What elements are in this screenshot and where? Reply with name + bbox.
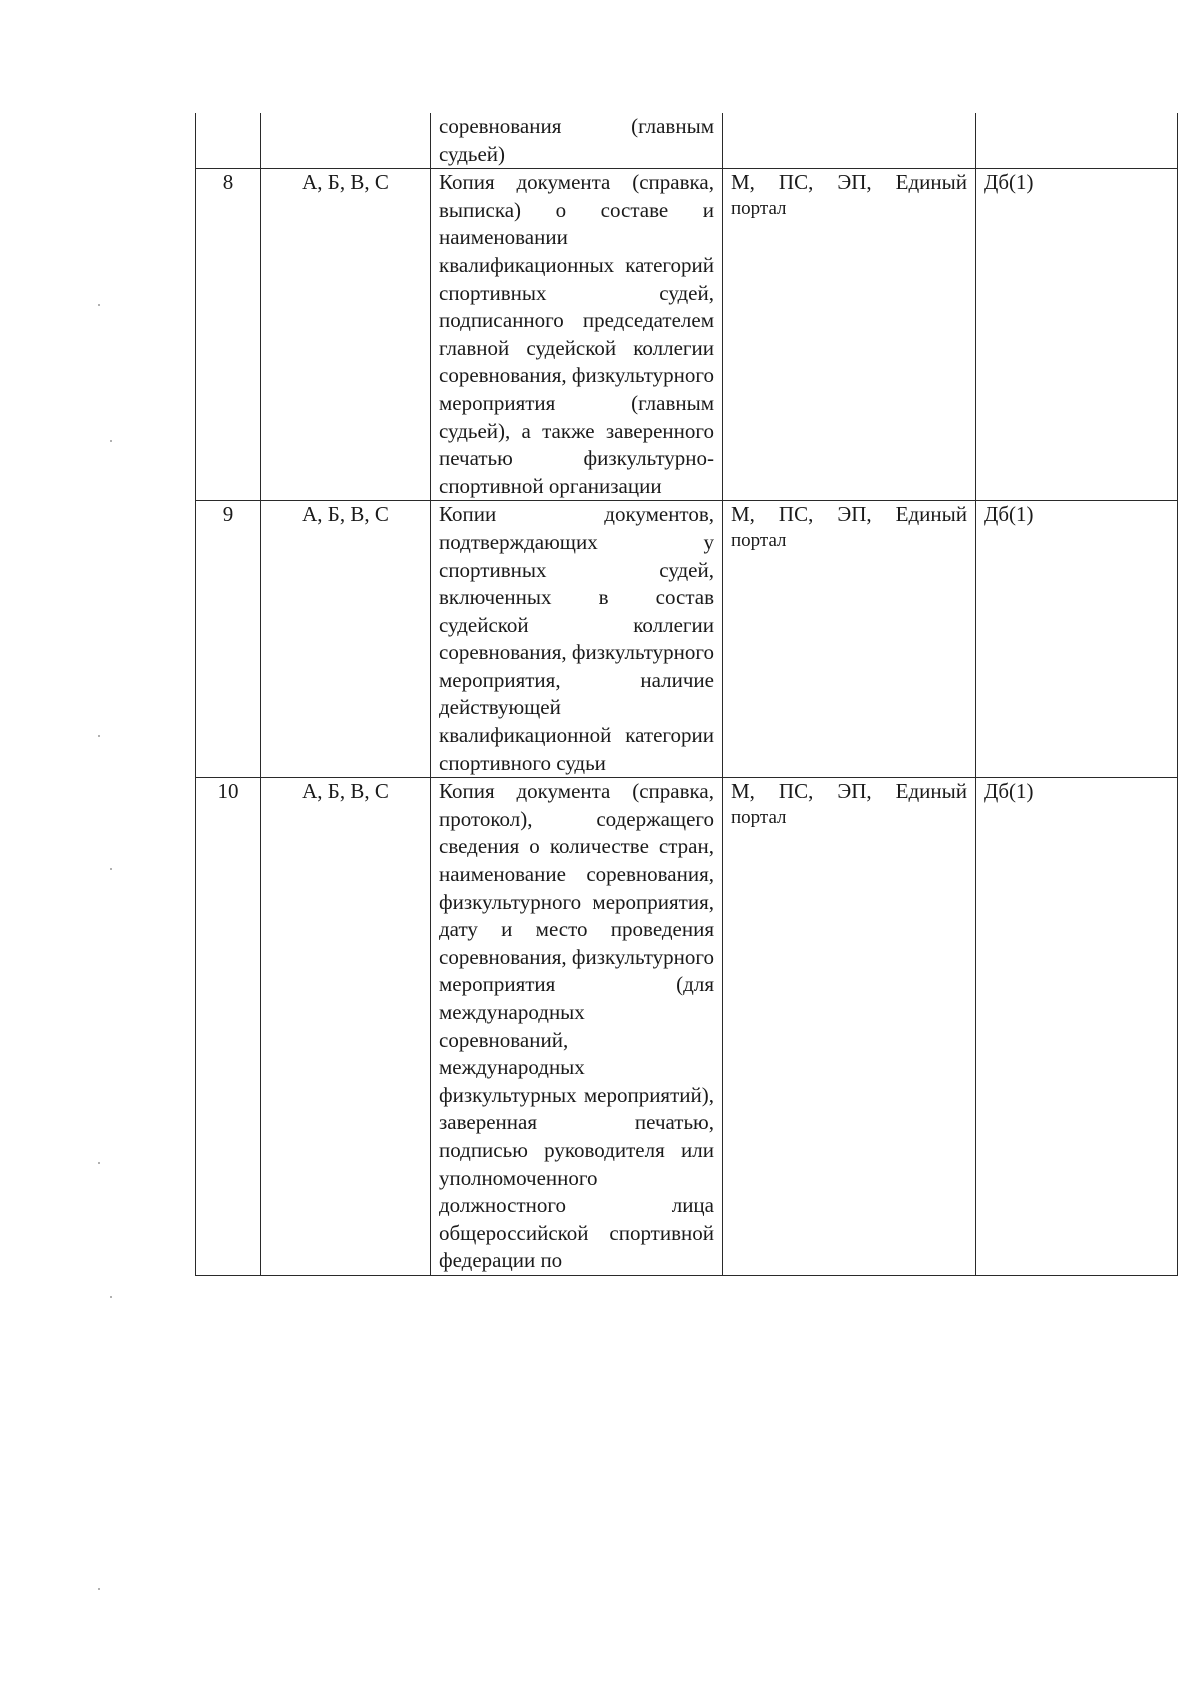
cell-number: 8 [196,169,261,501]
scan-mark [110,440,112,442]
table-row-continuation [196,113,1178,169]
cell-description: Копия документа (справка, выписка) о составе и наименовании квалификационных категорий спортивных судей, подписанного председателем главной судейской коллегии соревнования, физкультурного мероприятия (главным судьей), а также заверенного печатью физкультурно-спортивной организации [431,169,723,501]
submission-form-line2: портал [731,529,787,551]
submission-form-line2: портал [731,806,787,828]
cell-number [196,113,261,169]
scan-mark [110,868,112,870]
cell-submission-form [723,778,976,1276]
scan-mark [98,1162,100,1164]
cell-category [261,113,431,169]
cell-submission-form [723,501,976,778]
table-row [196,169,1178,501]
table-row [196,778,1178,1276]
cell-description: Копия документа (справка, протокол), содержащего сведения о количестве стран, наименование соревнования, физкультурного мероприятия, дату и место проведения соревнования, физкультурного мероприятия (для международных соревнований, международных физкультурных мероприятий), заверенная печатью, подписью руководителя или уполномоченного должностного лица общероссийской спортивной федерации по [431,778,723,1276]
cell-submission-form [723,169,976,501]
table-row [196,501,1178,778]
cell-category: А, Б, В, С [261,169,431,501]
cell-code [976,113,1178,169]
submission-form-line2: портал [731,197,787,219]
cell-code: Дб(1) [976,778,1178,1276]
cell-category: А, Б, В, С [261,778,431,1276]
scan-mark [98,735,100,737]
submission-form-line1: М, ПС, ЭП, Единый [731,170,967,195]
cell-description: Копии документов, подтверждающих у спортивных судей, включенных в состав судейской коллегии соревнования, физкультурного мероприятия, наличие действующей квалификационной категории спортивного судьи [431,501,723,778]
scan-mark [98,1588,100,1590]
scan-mark [110,1296,112,1298]
submission-form-line1: М, ПС, ЭП, Единый [731,502,967,527]
cell-number: 9 [196,501,261,778]
cell-category: А, Б, В, С [261,501,431,778]
cell-description: соревнования (главным судьей) [431,113,723,169]
cell-number: 10 [196,778,261,1276]
submission-form-line1: М, ПС, ЭП, Единый [731,779,967,804]
cell-submission-form [723,113,976,169]
cell-code: Дб(1) [976,169,1178,501]
cell-code: Дб(1) [976,501,1178,778]
scan-mark [98,304,100,306]
requirements-table [195,113,1178,1276]
